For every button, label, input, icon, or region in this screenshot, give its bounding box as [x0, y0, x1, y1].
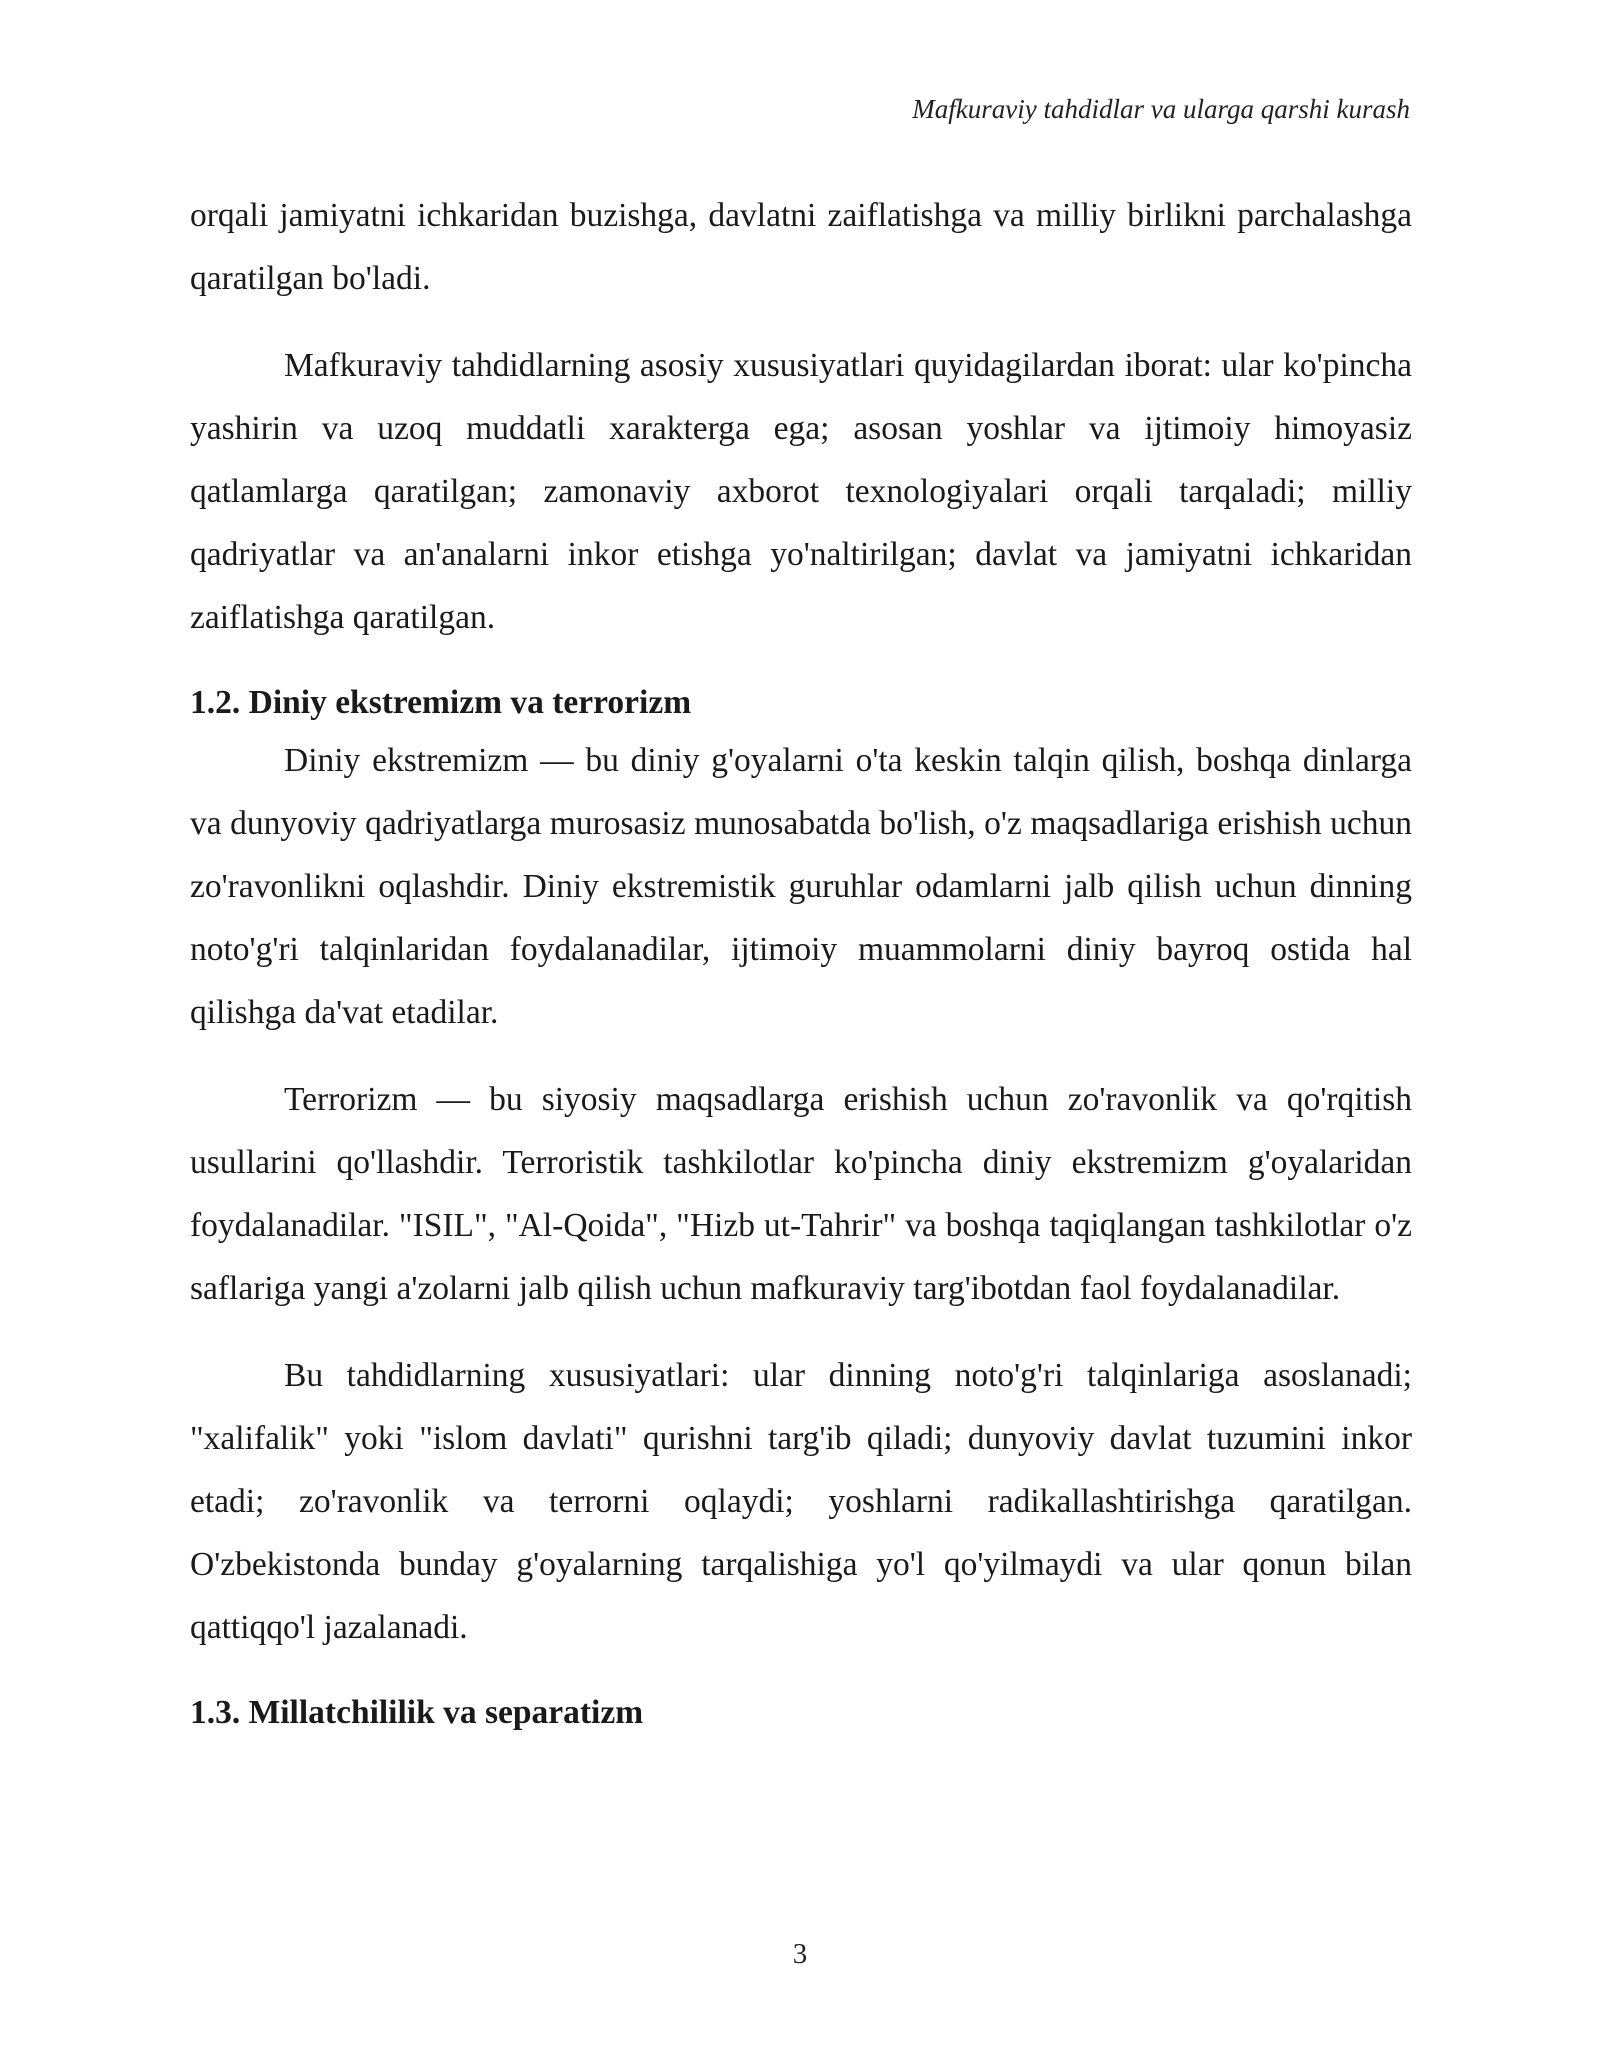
paragraph-terrorism: Terrorizm — bu siyosiy maqsadlarga erishish uchun zo'ravonlik va qo'rqitish usullarini qo'llashdir. Terroristik tashkilotlar ko'pincha diniy ekstremizm g'oyalaridan foydalanadilar. "ISIL", "Al-Qoida", "Hizb ut-Tahrir" va boshqa taqiqlangan tashkilotlar o'z saflariga yangi a'zolarni jalb qilish uchun mafkuraviy targ'ibotdan faol foydalanadilar. [190, 1081, 1412, 1307]
paragraph-threat-features: Mafkuraviy tahdidlarning asosiy xususiyatlari quyidagilardan iborat: ular ko'pincha yashirin va uzoq muddatli xarakterga ega; asosan yoshlar va ijtimoiy himoyasiz qatlamlarga qaratilgan; zamonaviy axborot texnologiyalari orqali tarqaladi; milliy qadriyatlar va an'analarni inkor etishga yo'naltirilgan; davlat va jamiyatni ichkaridan zaiflatishga qaratilgan. [190, 347, 1412, 636]
section-heading-1-3: 1.3. Millatchililik va separatizm [190, 1694, 644, 1731]
paragraph-continuation: orqali jamiyatni ichkaridan buzishga, davlatni zaiflatishga va milliy birlikni parchalashga qaratilgan bo'ladi. [190, 197, 1412, 297]
page-number: 3 [792, 1938, 808, 1970]
section-heading-1-2: 1.2. Diniy ekstremizm va terrorizm [190, 684, 692, 721]
paragraph-religious-extremism: Diniy ekstremizm — bu diniy g'oyalarni o'ta keskin talqin qilish, boshqa dinlarga va dunyoviy qadriyatlarga murosasiz munosabatda bo'lish, o'z maqsadlariga erishish uchun zo'ravonlikni oqlashdir. Diniy ekstremistik guruhlar odamlarni jalb qilish uchun dinning noto'g'ri talqinlaridan foydalanadilar, ijtimoiy muammolarni diniy bayroq ostida hal qilishga da'vat etadilar. [190, 742, 1412, 1031]
running-header: Mafkuraviy tahdidlar va ularga qarshi kurash [912, 94, 1410, 124]
page-body [190, 184, 1412, 1739]
paragraph-threat-characteristics: Bu tahdidlarning xususiyatlari: ular dinning noto'g'ri talqinlariga asoslanadi; "xalifalik" yoki "islom davlati" qurishni targ'ib qiladi; dunyoviy davlat tuzumini inkor etadi; zo'ravonlik va terrorni oqlaydi; yoshlarni radikallashtirishga qaratilgan. O'zbekistonda bunday g'oyalarning tarqalishiga yo'l qo'yilmaydi va ular qonun bilan qattiqqo'l jazalanadi. [190, 1357, 1412, 1646]
